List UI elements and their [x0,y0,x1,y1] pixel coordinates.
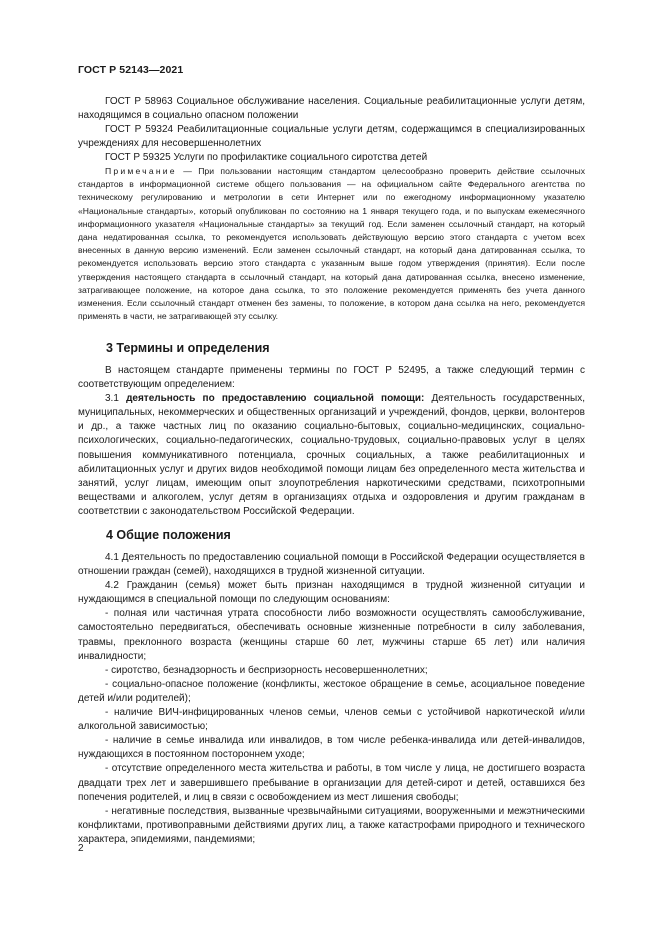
section-3-intro: В настоящем стандарте применены термины по ГОСТ Р 52495, а также следующий термин с соответствующим определением: [78,365,585,391]
clause-4-2: 4.2 Гражданин (семья) может быть признан находящимся в трудной жизненной ситуации и нуждающимся в специальной помощи по следующим основаниям: [78,580,585,606]
reference-item: ГОСТ Р 58963 Социальное обслуживание населения. Социальные реабилитационные услуги детям, находящимся в социально опасном положении [78,96,586,121]
term-name: деятельность по предоставлению социальной помощи: [126,393,425,405]
note-paragraph [78,165,585,323]
section-4-body [78,551,585,847]
list-item: - наличие в семье инвалида или инвалидов, в том числе ребенка-инвалида или детей-инвалидов, нуждающихся в постоянном постороннем уходе; [78,735,585,761]
list-item: - наличие ВИЧ-инфицированных членов семьи, членов семьи с устойчивой наркотической и/или алкогольной зависимостью; [78,707,585,733]
list-item: - сиротство, безнадзорность и беспризорность несовершеннолетних; [105,664,428,676]
document-code-header: ГОСТ Р 52143—2021 [78,64,184,76]
term-definition: 3.1 деятельность по предоставлению социальной помощи: Деятельность государственных, муниципальных, некоммерческих и общественных организаций и учреждений, фондов, церкви, волонтеров и др., а также частных лиц по оказанию социально-бытовых, социально-медицинских, социально-психологических, социально-педагогических, социально-трудовых, социально-правовых услуг в целях повышения коммуникативного потенциала, срочных социальных, а также реабилитационных и абилитационных услуг и других видов необходимой помощи лицам без определенного места жительства и занятий, услуг лицам, имеющим опыт злоупотребления наркотическими средствами, психотропными веществами и алкоголем, услуг детям в организациях отдыха и оздоровления и другим гражданам в соответствии с законодательством Российской Федерации. [78,393,585,517]
list-item: - полная или частичная утрата способности либо возможности осуществлять самообслуживание, самостоятельно передвигаться, обеспечивать основные жизненные потребности в силу заболевания, травмы, преклонного возраста (женщины старше 60 лет, мужчины старше 65 лет) или наличия инвалидности; [78,608,585,662]
list-item: - отсутствие определенного места жительства и работы, в том числе у лица, не достигшего возраста двадцати трех лет и завершившего пребывание в организации для детей-сирот и детей, оставшихся без попечения родителей, и лиц в связи с освобождением из мест лишения свободы; [78,763,585,803]
section-4-heading: 4 Общие положения [106,528,231,542]
term-definition-text: Деятельность государственных, муниципальных, некоммерческих и общественных организаций и учреждений, фондов, церкви, волонтеров и др., а также частных лиц по оказанию социально-бытовых, социально-медицинских, социально-психологических, социально-педагогических, социально-трудовых, социально-правовых услуг в целях повышения коммуникативного потенциала, срочных социальных, а также реабилитационных и абилитационных услуг и других видов необходимой помощи лицам без определенного места жительства и занятий, услуг лицам, имеющим опыт злоупотребления наркотическими средствами, психотропными веществами и алкоголем, услуг детям в организациях отдыха и оздоровления и другим гражданам в соответствии с законодательством Российской Федерации. [78,393,585,517]
section-3-body [78,364,585,519]
note-text: — При пользовании настоящим стандартом целесообразно проверить действие ссылочных стандартов в информационной системе общего пользования — на официальном сайте Федерального агентства по техническому регулированию и метрологии в сети Интернет или по ежегодному информационному указателю «Национальные стандарты», который опубликован по состоянию на 1 января текущего года, и по выпускам ежемесячного информационного указателя «Национальные стандарты» за текущий год. Если заменен ссылочный стандарт, на который дана недатированная ссылка, то рекомендуется использовать действующую версию этого стандарта с учетом всех внесенных в данную версию изменений. Если заменен ссылочный стандарт, на который дана датированная ссылка, то рекомендуется использовать версию этого стандарта с указанным выше годом утверждения (принятия). Если после утверждения настоящего стандарта в ссылочный стандарт, на который дана датированная ссылка, внесено изменение, затрагивающее положение, на которое дана ссылка, то это положение рекомендуется применять без учета данного изменения. Если ссылочный стандарт отменен без замены, то положение, в котором дана ссылка на него, рекомендуется применять в части, не затрагивающей эту ссылку. [78,166,585,322]
normative-references-list [78,95,585,165]
section-3-heading: 3 Термины и определения [106,341,270,355]
reference-item: ГОСТ Р 59324 Реабилитационные социальные услуги детям, содержащимся в специализированных учреждениях для несовершеннолетних [78,124,585,149]
page-number: 2 [78,843,84,854]
note-block [78,165,585,323]
list-item: - социально-опасное положение (конфликты, жестокое обращение в семье, асоциальное поведение детей и/или родителей); [78,678,585,704]
list-item: - негативные последствия, вызванные чрезвычайными ситуациями, вооруженными и межэтническими конфликтами, противоправными действиями других лиц, а также катастрофами природного и технического характера, эпидемиями, пандемиями; [78,805,585,845]
reference-item: ГОСТ Р 59325 Услуги по профилактике социального сиротства детей [105,152,428,163]
note-label: Примечание [105,166,177,176]
clause-4-1: 4.1 Деятельность по предоставлению социальной помощи в Российской Федерации осуществляется в отношении граждан (семей), находящихся в трудной жизненной ситуации. [78,552,585,578]
